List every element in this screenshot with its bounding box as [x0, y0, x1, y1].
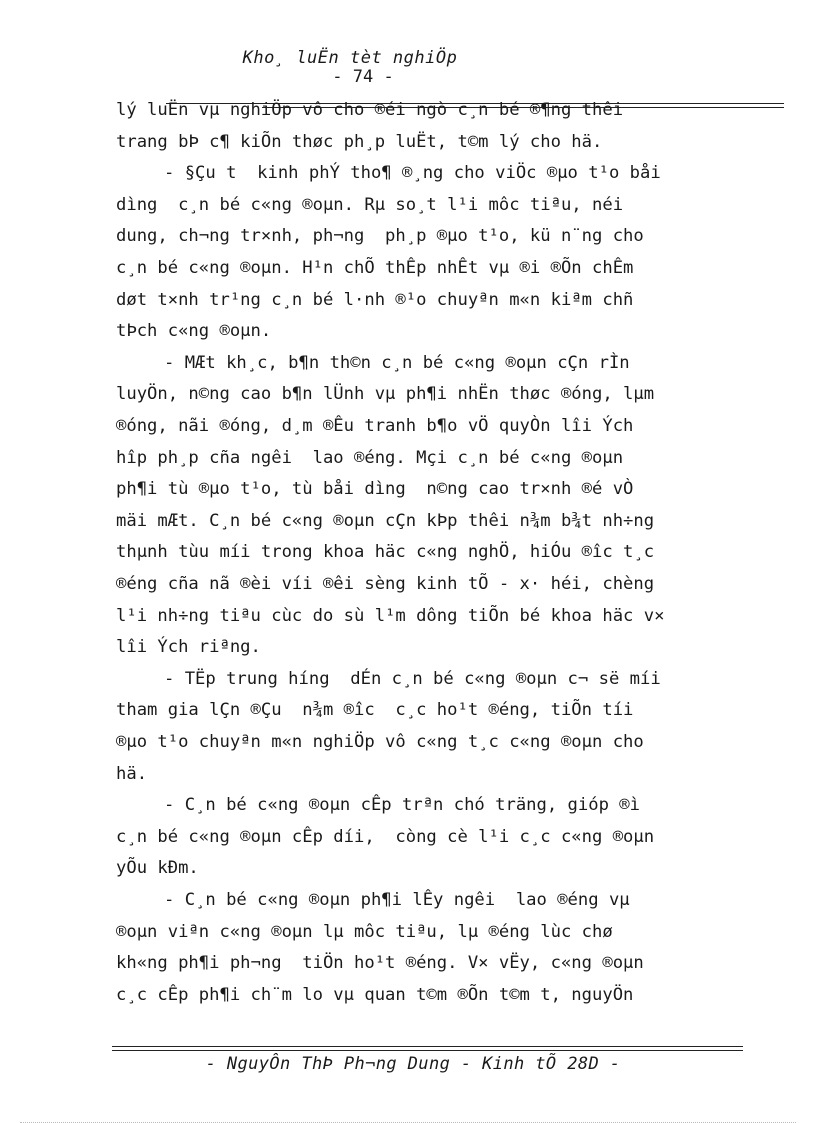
- body-line: ®óng, nãi ®óng, d¸m ®Êu tranh b¶o vÖ quyÒn lîi Ých: [116, 416, 634, 436]
- body-line: l¹i nh÷ng tiªu cùc do sù l¹m dông tiÕn bé khoa häc v×: [116, 605, 665, 626]
- body-line: - C¸n bé c«ng ®oµn ph¶i lÊy ngêi lao ®éng vµ: [164, 890, 630, 910]
- body-line: ®µo t¹o chuyªn m«n nghiÖp vô c«ng t¸c c«ng ®oµn cho: [116, 732, 644, 752]
- body-line: døt t×nh tr¹ng c¸n bé l·nh ®¹o chuyªn m«n kiªm chñ: [116, 289, 634, 310]
- footer-rule-top: [112, 1046, 743, 1047]
- body-line: ph¶i tù ®µo t¹o, tù båi dìng n©ng cao tr×nh ®é vÒ: [116, 479, 634, 500]
- body-line: - §Çu t kinh phÝ tho¶ ®¸ng cho viÖc ®µo t¹o båi: [164, 163, 661, 184]
- body-line: dìng c¸n bé c«ng ®oµn. Rµ so¸t l¹i môc tiªu, néi: [116, 194, 624, 215]
- body-line: dung, ch¬ng tr×nh, ph¬ng ph¸p ®µo t¹o, kü n¨ng cho: [116, 226, 644, 247]
- body-line: lîi Ých riªng.: [116, 637, 261, 658]
- body-line: yÕu kÐm.: [116, 858, 199, 879]
- footer-author: - NguyÔn ThÞ Ph¬ng Dung - Kinh tÕ 28D -: [205, 1054, 621, 1074]
- body-line: trang bÞ c¶ kiÕn thøc ph¸p luËt, t©m lý cho hä.: [116, 131, 603, 152]
- body-line: - C¸n bé c«ng ®oµn cÊp trªn chó träng, gióp ®ì: [164, 795, 640, 816]
- body-line: lý luËn vµ nghiÖp vô cho ®éi ngò c¸n bé ®¶ng thêi: [116, 100, 624, 120]
- body-line: ®oµn viªn c«ng ®oµn lµ môc tiªu, lµ ®éng lùc chø: [116, 921, 613, 942]
- body-line: kh«ng ph¶i ph¬ng tiÖn ho¹t ®éng. V× vËy, c«ng ®oµn: [116, 953, 644, 974]
- body-line: tham gia lÇn ®Çu n¾m ®îc c¸c ho¹t ®éng, tiÕn tíi: [116, 700, 634, 721]
- body-line: c¸n bé c«ng ®oµn cÊp díi, còng cè l¹i c¸c c«ng ®oµn: [116, 826, 655, 847]
- body-line: - MÆt kh¸c, b¶n th©n c¸n bé c«ng ®oµn cÇn rÌn: [164, 352, 630, 373]
- body-line: mäi mÆt. C¸n bé c«ng ®oµn cÇn kÞp thêi n¾m b¾t nh÷ng: [116, 510, 655, 531]
- body-line: c¸c cÊp ph¶i ch¨m lo vµ quan t©m ®Õn t©m t, nguyÖn: [116, 984, 634, 1005]
- body-line: c¸n bé c«ng ®oµn. H¹n chÕ thÊp nhÊt vµ ®i ®Õn chÊm: [116, 258, 634, 278]
- body-line: ®éng cña nã ®èi víi ®êi sèng kinh tÕ - x· héi, chèng: [116, 574, 655, 594]
- body-line: hä.: [116, 763, 148, 784]
- header-title: Kho¸ luËn tèt nghiÖp: [242, 48, 458, 68]
- body-line: tÞch c«ng ®oµn.: [116, 321, 272, 342]
- body-line: thµnh tùu míi trong khoa häc c«ng nghÖ, hiÓu ®îc t¸c: [116, 542, 655, 563]
- body-line: - TËp trung híng dÉn c¸n bé c«ng ®oµn c¬ së míi: [164, 668, 661, 689]
- footer-rule-bottom: [112, 1050, 743, 1051]
- body-line: hîp ph¸p cña ngêi lao ®éng. Mçi c¸n bé c«ng ®oµn: [116, 447, 624, 468]
- body-line: luyÖn, n©ng cao b¶n lÜnh vµ ph¶i nhËn thøc ®óng, lµm: [116, 384, 655, 405]
- page-number: - 74 -: [332, 67, 394, 87]
